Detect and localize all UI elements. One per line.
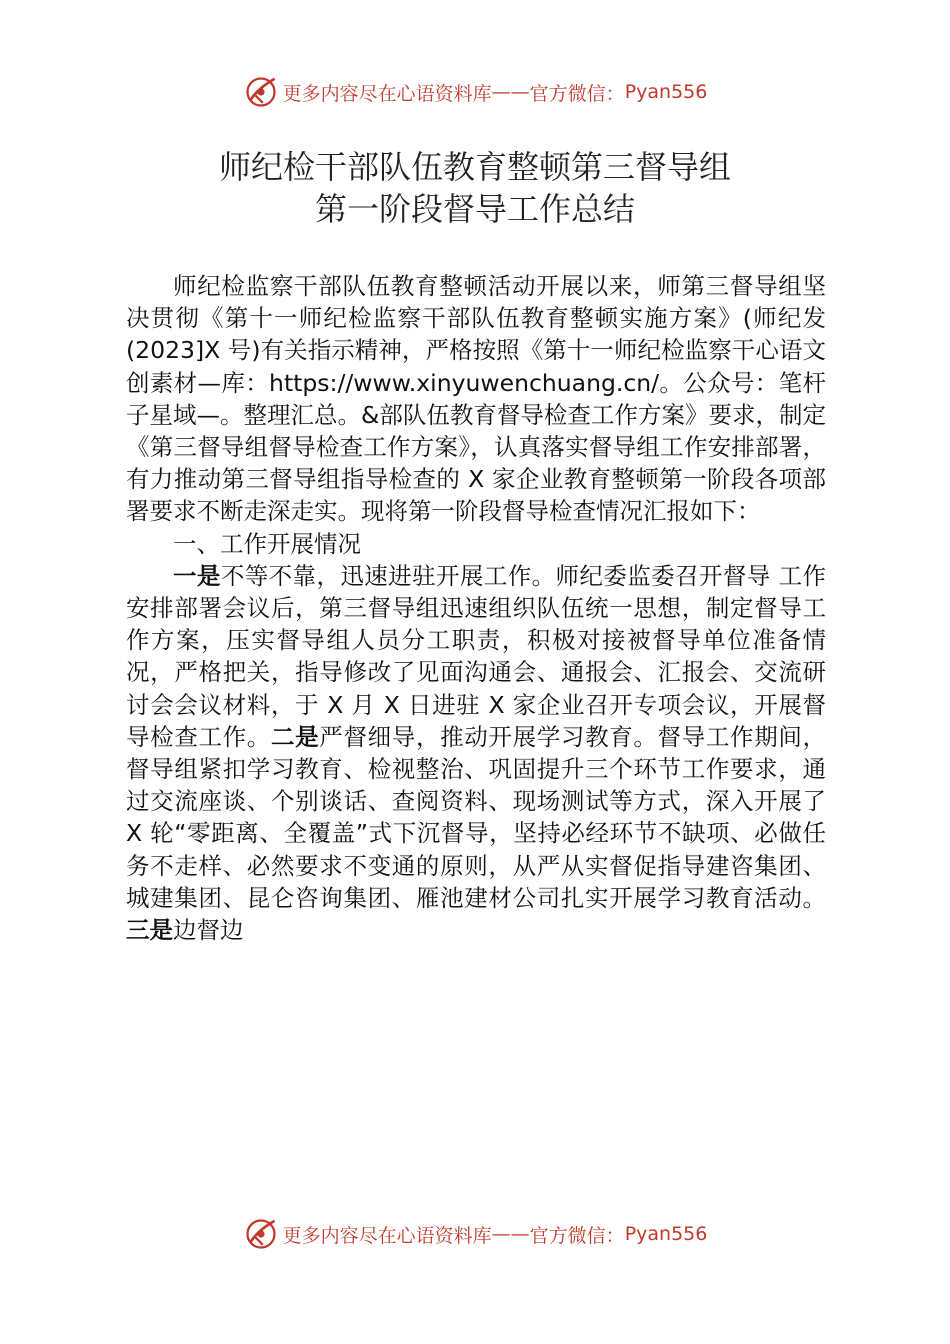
header-wechat-handle: Pyan556	[624, 81, 708, 103]
header-brand-text: 更多内容尽在心语资料库	[282, 82, 492, 105]
point-two-text: 严督细导，推动开展学习教育。督导工作期间，督导组紧扣学习教育、检视整治、巩固提升三个环节工作要求，通过交流座谈、个别谈话、查阅资料、现场测试等方式，深入开展了 X 轮“零距离、全覆盖”式下沉督导，坚持必经环节不缺项、必做任务不走样、必然要求不变通的原则，从严从实督促指导建咨集团、城建集团、昆仑咨询集团、雁池建材公司扎实开展学习教育活动。	[126, 722, 827, 912]
header-watermark	[0, 70, 950, 114]
section-heading: 一、工作开展情况	[173, 529, 361, 558]
brand-logo-icon	[243, 74, 279, 110]
footer-official-label: 官方微信：	[529, 1224, 625, 1247]
header-official-label: 官方微信：	[529, 82, 625, 105]
document-body	[126, 270, 826, 946]
intro-paragraph: 师纪检监察干部队伍教育整顿活动开展以来，师第三督导组坚决贯彻《第十一师纪检监察干部队伍教育整顿实施方案》(师纪发(2023]X 号)有关指示精神，严格按照《第十一师纪检监察干心语文创素材—库：https://www.xinyuwenchuang.cn/。公众号：笔杆子星域—。整理汇总。&部队伍教育督导检查工作方案》要求，制定《第三督导组督导检查工作方案》，认真落实督导组工作安排部署，有力推动第三督导组指导检查的 X 家企业教育整顿第一阶段各项部署要求不断走深走实。现将第一阶段督导检查情况汇报如下：	[126, 272, 826, 526]
brand-logo-icon	[243, 1216, 279, 1252]
footer-brand-text: 更多内容尽在心语资料库	[282, 1224, 492, 1247]
footer-wechat-handle: Pyan556	[624, 1223, 708, 1245]
point-two-label: 二是	[270, 722, 320, 751]
title-line-2: 第一阶段督导工作总结	[314, 190, 635, 228]
point-three-label: 三是	[126, 916, 173, 945]
header-dash: ——	[491, 81, 530, 103]
point-one-label: 一是	[173, 561, 221, 590]
work-paragraph	[126, 560, 826, 946]
title-line-1: 师纪检干部队伍教育整顿第三督导组	[218, 148, 731, 186]
point-three-text: 边督边	[173, 916, 244, 945]
page-title	[0, 146, 950, 230]
footer-watermark	[0, 1212, 950, 1256]
footer-dash: ——	[491, 1223, 530, 1245]
point-one-text: 不等不靠，迅速进驻开展工作。师纪委监委召开督导 工作安排部署会议后，第三督导组迅速组织队伍统一思想，制定督导工作方案，压实督导组人员分工职责，积极对接被督导单位准备情况，严格把关，指导修改了见面沟通会、通报会、汇报会、交流研讨会会议材料，于 X 月 X 日进驻 X 家企业召开专项会议，开展督导检查工作。	[126, 561, 826, 751]
